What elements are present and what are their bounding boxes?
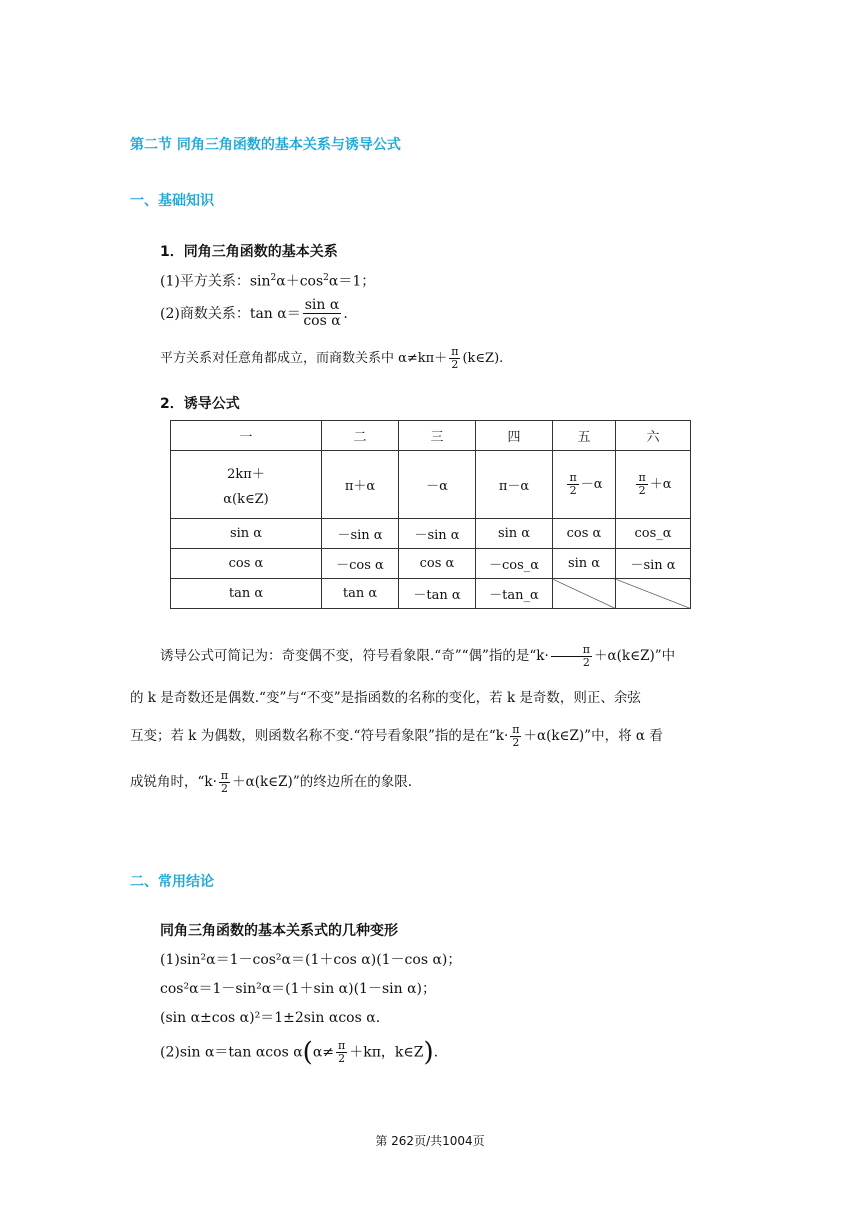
item2-title: 2．诱导公式 xyxy=(160,396,240,412)
diagonal-empty-cell xyxy=(616,579,691,609)
para-line-4: 成锐角时，“k· $\frac{\pi}{2}$ ＋α(k∈Z)”的终边所在的象限. xyxy=(130,769,413,796)
para-line-2: 的 k 是奇数还是偶数.“变”与“不变”是指函数的名称的变化，若 k 是奇数，则正、余弦 xyxy=(130,690,641,706)
header-cell: 五 xyxy=(553,421,616,451)
table-cell: －tan α xyxy=(399,579,476,609)
angle-cell: $\frac{\pi}{2}$ －α xyxy=(553,451,616,519)
angle-cell: π＋α xyxy=(322,451,399,519)
formula-4: (2)sin α＝tan αcos α(α≠ $\frac{\pi}{2}$ ＋kπ，k∈Z). xyxy=(160,1037,439,1068)
quotient-relation: (2)商数关系：tan α＝ $\frac{\text{sin α}}{\text{cos α}}$ . xyxy=(160,297,348,330)
table-cell: cos α xyxy=(171,549,322,579)
header-cell: 一 xyxy=(171,421,322,451)
header-cell: 三 xyxy=(399,421,476,451)
angle-cell: π－α xyxy=(476,451,553,519)
page-footer: 第 262页/共1004页 xyxy=(375,1134,485,1148)
table-cell: －tan_α xyxy=(476,579,553,609)
table-cell: sin α xyxy=(171,519,322,549)
table-cell: －sin α xyxy=(616,549,691,579)
table-cell: －sin α xyxy=(399,519,476,549)
conclusions-title: 同角三角函数的基本关系式的几种变形 xyxy=(160,923,398,939)
table-cell: cos α xyxy=(553,519,616,549)
table-cell: tan α xyxy=(171,579,322,609)
part1-heading: 一、基础知识 xyxy=(130,193,214,209)
angle-cell: 2kπ＋ α(k∈Z) xyxy=(171,451,322,519)
table-cell: －cos_α xyxy=(476,549,553,579)
part2-heading: 二、常用结论 xyxy=(130,874,214,890)
header-cell: 四 xyxy=(476,421,553,451)
para-line-3: 互变；若 k 为偶数，则函数名称不变.“符号看象限”指的是在“k· $\frac{\pi}{2}$ ＋α(k∈Z)”中，将 α 看 xyxy=(130,723,663,750)
square-relation: (1)平方关系：$\sin^2\alpha+\cos^2\alpha=1$； xyxy=(160,273,376,290)
formula-3: (sin α±cos α)²＝1±2sin αcos α. xyxy=(160,1010,381,1026)
table-cell: sin α xyxy=(553,549,616,579)
item1-title: 1．同角三角函数的基本关系 xyxy=(160,244,338,260)
angle-cell: $\frac{\pi}{2}$ ＋α xyxy=(616,451,691,519)
header-cell: 六 xyxy=(616,421,691,451)
table-cell: －sin α xyxy=(322,519,399,549)
para-line-1: 诱导公式可简记为：奇变偶不变，符号看象限.“奇”“偶”指的是“k· $\frac{\pi}{2}$ ＋α(k∈Z)”中 xyxy=(160,643,676,670)
note-text: 平方关系对任意角都成立，而商数关系中 α≠kπ＋ $\frac{\pi}{2}$ (k∈Z). xyxy=(160,345,504,372)
table-cell: cos α xyxy=(399,549,476,579)
formula-1: (1)sin²α＝1－cos²α＝(1＋cos α)(1－cos α)； xyxy=(160,952,462,968)
header-cell: 二 xyxy=(322,421,399,451)
angle-cell: －α xyxy=(399,451,476,519)
table-cell: －cos α xyxy=(322,549,399,579)
section-title: 第二节 同角三角函数的基本关系与诱导公式 xyxy=(130,137,401,153)
table-cell: tan α xyxy=(322,579,399,609)
formula-2: cos²α＝1－sin²α＝(1＋sin α)(1－sin α)； xyxy=(160,981,437,997)
table-cell: sin α xyxy=(476,519,553,549)
induction-table xyxy=(170,420,691,609)
table-cell: cos_α xyxy=(616,519,691,549)
diagonal-empty-cell xyxy=(553,579,616,609)
